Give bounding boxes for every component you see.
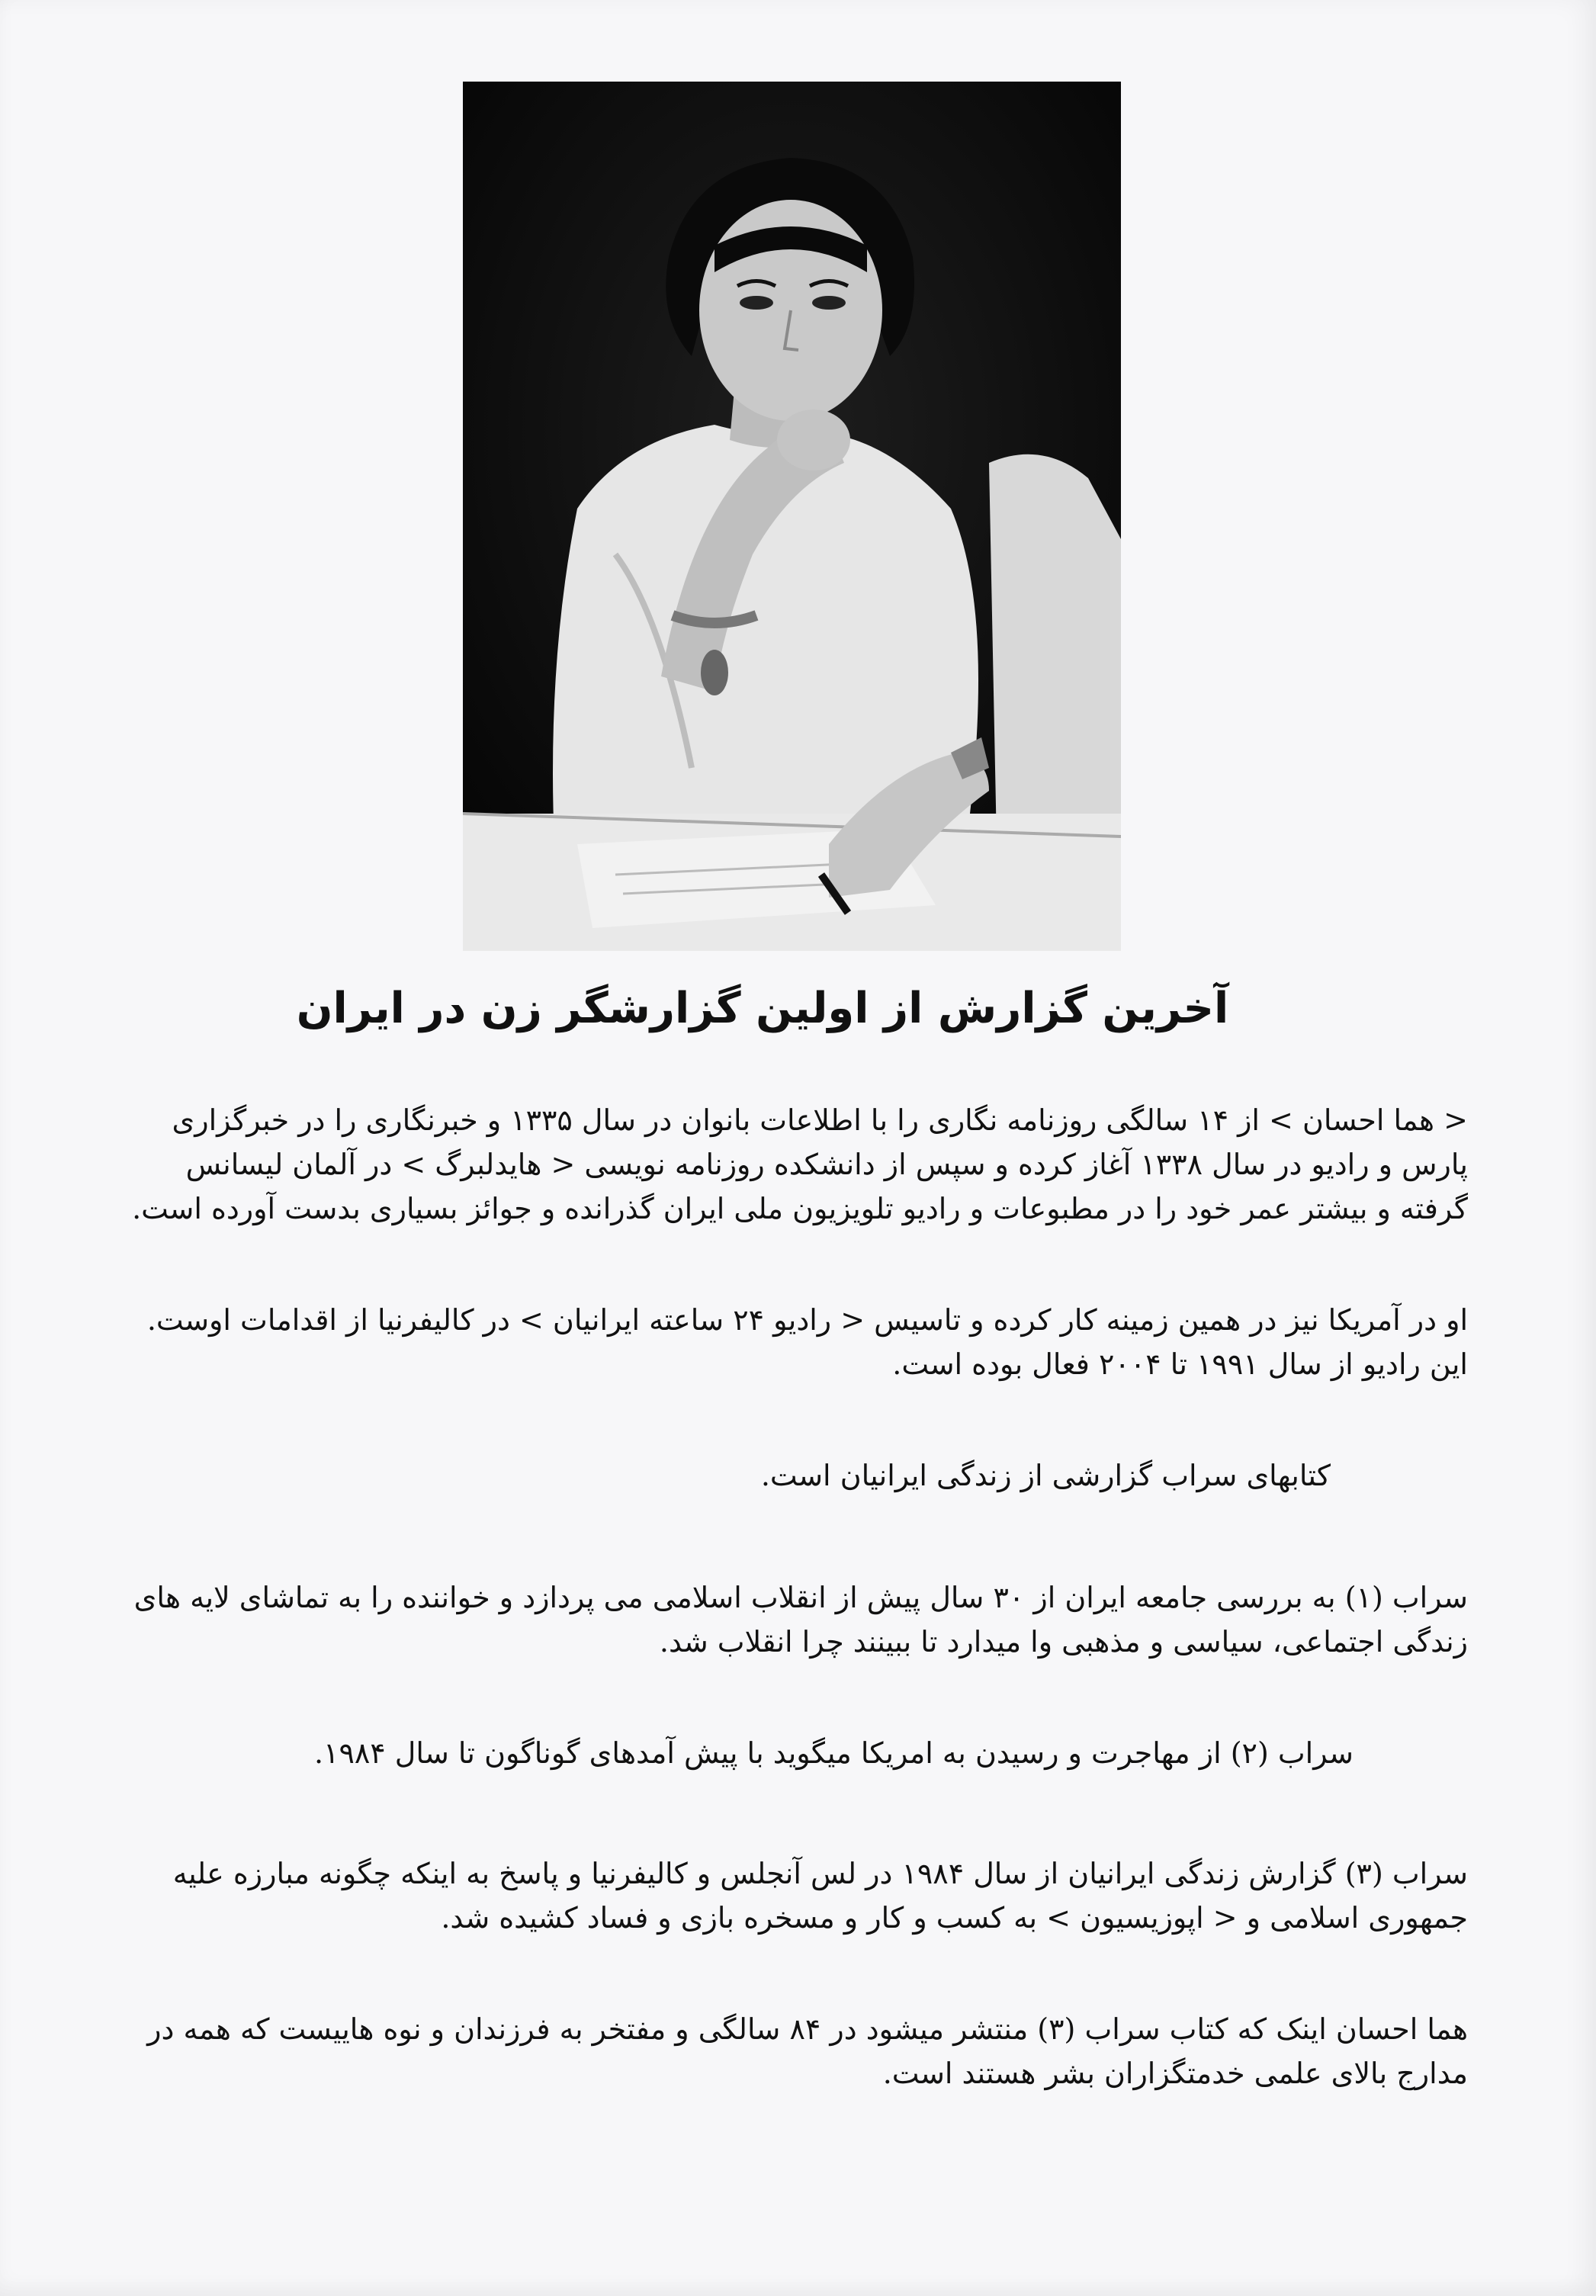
portrait-illustration — [463, 82, 1121, 951]
paragraph-sarab-2: سراب (۲) از مهاجرت و رسیدن به امریکا میگوید با پیش آمدهای گوناگون تا سال ۱۹۸۴. — [313, 1736, 1354, 1770]
paragraph-sarab-1: سراب (۱) به بررسی جامعه ایران از ۳۰ سال پیش از انقلاب اسلامی می پردازد و خواننده را به تماشای لایه های زندگی اجتماعی، سیاسی و مذهبی وا میدارد تا ببینند چرا انقلاب شد. — [133, 1581, 1468, 1659]
author-portrait-photo — [463, 82, 1121, 951]
article-title: آخرین گزارش از اولین گزارشگر زن در ایران — [296, 984, 1229, 1033]
paragraph-books-summary: کتابهای سراب گزارشی از زندگی ایرانیان است. — [760, 1459, 1331, 1492]
paragraph-america: او در آمریکا نیز در همین زمینه کار کرده و تاسیس < رادیو ۲۴ ساعته ایرانیان > در کالیفرنیا از اقدامات اوست. این رادیو از سال ۱۹۹۱ تا ۲۰۰۴ فعال بوده است. — [146, 1303, 1468, 1381]
paragraph-closing: هما احسان اینک که کتاب سراب (۳) منتشر میشود در ۸۴ سالگی و مفتخر به فرزندان و نوه هاییست که همه در مدارج بالای علمی خدمتگزاران بشر هستند است. — [147, 2012, 1468, 2090]
paragraph-intro: < هما احسان > از ۱۴ سالگی روزنامه نگاری را با اطلاعات بانوان در سال ۱۳۳۵ و خبرنگاری را در خبرگزاری پارس و رادیو در سال ۱۳۳۸ آغاز کرده و سپس از دانشکده روزنامه نویسی < هایدلبرگ > در آلمان لیسانس گرفته و بیشتر عمر خود را در مطبوعات و رادیو تلویزیون ملی ایران گذرانده و جوائز بسیاری بدست آورده است. — [132, 1103, 1468, 1225]
paragraph-sarab-3: سراب (۳) گزارش زندگی ایرانیان از سال ۱۹۸۴ در لس آنجلس و کالیفرنیا و پاسخ به اینکه چگونه مبارزه علیه جمهوری اسلامی و < اپوزیسیون > به کسب و کار و مسخره بازی و فساد کشیده شد. — [172, 1857, 1468, 1935]
article-body — [114, 1098, 1468, 2095]
